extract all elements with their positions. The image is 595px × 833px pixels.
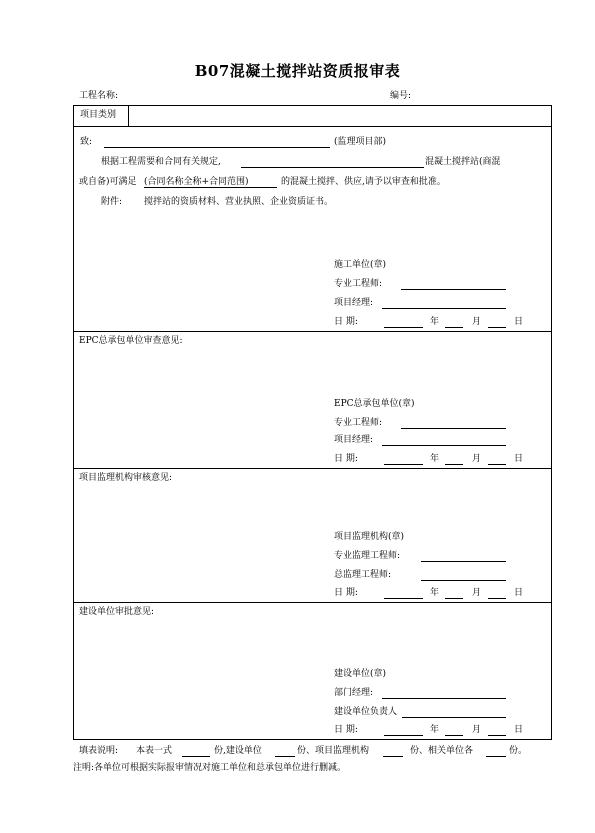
department-manager-field[interactable] <box>382 698 506 699</box>
engineer-label: 专业工程师: <box>334 279 383 289</box>
supervision-part: 份、项目监理机构 <box>297 746 370 756</box>
manager-label: 项目经理: <box>334 298 374 308</box>
engineer-field[interactable] <box>401 289 506 290</box>
attachment-label: 附件: <box>101 197 123 207</box>
intro-line1-prefix: 根据工程需要和合同有关规定, <box>101 157 221 167</box>
row-divider <box>73 468 552 469</box>
fill-label: 填表说明: <box>79 746 119 756</box>
supervision-date-label: 日 期: <box>334 588 358 598</box>
intro-line2-prefix: 或自备)可满足 <box>79 177 137 187</box>
supervision-heading: 项目监理机构审核意见: <box>79 473 173 483</box>
owner-day-field[interactable] <box>488 735 506 736</box>
supervision-opinion-field[interactable] <box>80 487 540 530</box>
to-label: 致: <box>80 137 93 147</box>
epc-engineer-field[interactable] <box>401 428 506 429</box>
epc-date-label: 日 期: <box>334 454 358 464</box>
epc-year-label: 年 <box>430 454 440 464</box>
day-label: 日 <box>514 317 524 327</box>
total-copies-field[interactable] <box>182 756 210 757</box>
chief-supervisor-label: 总监理工程师: <box>334 570 392 580</box>
supervision-day-label: 日 <box>514 588 524 598</box>
date-day-field[interactable] <box>488 327 506 328</box>
epc-manager-field[interactable] <box>382 445 506 446</box>
epc-opinion-field[interactable] <box>80 350 540 395</box>
owner-month-label: 月 <box>472 725 482 735</box>
project-category-label: 项目类别 <box>80 110 117 120</box>
owner-month-field[interactable] <box>445 735 463 736</box>
date-month-field[interactable] <box>445 327 463 328</box>
footer-note: 注明:各单位可根据实际报审情况对施工单位和总承包单位进行删减。 <box>73 763 347 773</box>
owner-year-field[interactable] <box>384 735 423 736</box>
copies-unit: 份,建设单位 <box>214 746 262 756</box>
owner-leader-label: 建设单位负责人 <box>334 707 398 717</box>
supervision-engineer-label: 专业监理工程师: <box>334 551 401 561</box>
epc-manager-label: 项目经理: <box>334 435 374 445</box>
copies-end: 份。 <box>509 746 528 756</box>
category-divider <box>128 105 129 126</box>
row-divider <box>73 126 552 127</box>
supervision-engineer-field[interactable] <box>421 561 506 562</box>
owner-heading: 建设单位审批意见: <box>79 607 155 617</box>
supervision-month-label: 月 <box>472 588 482 598</box>
related-copies-field[interactable] <box>486 756 506 757</box>
epc-month-label: 月 <box>472 454 482 464</box>
contract-name-field[interactable]: (合同名称全称+合同范围) <box>144 177 249 187</box>
owner-date-label: 日 期: <box>334 725 358 735</box>
page-title: B07混凝土搅拌站资质报审表 <box>194 62 401 80</box>
department-manager-label: 部门经理: <box>334 688 374 698</box>
supervision-year-label: 年 <box>430 588 440 598</box>
chief-supervisor-field[interactable] <box>421 580 506 581</box>
mixing-station-field[interactable] <box>241 167 424 168</box>
epc-engineer-label: 专业工程师: <box>334 418 383 428</box>
intro-line1-suffix: 混凝土搅拌站(商混 <box>425 157 501 167</box>
owner-copies-field[interactable] <box>275 756 295 757</box>
owner-year-label: 年 <box>430 725 440 735</box>
epc-day-label: 日 <box>514 454 524 464</box>
number-label: 编号: <box>390 91 412 101</box>
supervisor-suffix: (监理项目部) <box>334 137 387 147</box>
date-year-field[interactable] <box>384 327 423 328</box>
epc-day-field[interactable] <box>488 464 506 465</box>
epc-unit-label: EPC总承包单位(章) <box>334 399 415 409</box>
supervision-month-field[interactable] <box>445 598 463 599</box>
year-label: 年 <box>430 317 440 327</box>
row-divider <box>73 602 552 603</box>
row-divider <box>73 331 552 332</box>
copies-prefix: 本表一式 <box>136 746 173 756</box>
project-category-field[interactable] <box>130 106 550 125</box>
related-part: 份、相关单位各 <box>410 746 474 756</box>
supervisor-name-field[interactable] <box>104 147 330 148</box>
epc-heading: EPC总承包单位审查意见: <box>79 336 183 346</box>
supervision-unit-label: 项目监理机构(章) <box>334 532 405 542</box>
epc-month-field[interactable] <box>445 464 463 465</box>
manager-field[interactable] <box>382 308 506 309</box>
epc-year-field[interactable] <box>384 464 423 465</box>
construction-unit-label: 施工单位(章) <box>334 260 387 270</box>
owner-leader-field[interactable] <box>402 717 506 718</box>
owner-opinion-field[interactable] <box>80 621 540 665</box>
intro-line2-suffix: 的混凝土搅拌、供应,请予以审查和批准。 <box>281 177 446 187</box>
owner-unit-label: 建设单位(章) <box>334 669 387 679</box>
contract-name-underline <box>144 187 277 188</box>
attachment-text: 搅拌站的资质材料、营业执照、企业资质证书。 <box>144 197 334 207</box>
date-label: 日 期: <box>334 317 358 327</box>
project-name-label: 工程名称: <box>79 91 119 101</box>
supervision-copies-field[interactable] <box>383 756 403 757</box>
supervision-year-field[interactable] <box>384 598 423 599</box>
month-label: 月 <box>472 317 482 327</box>
supervision-day-field[interactable] <box>488 598 506 599</box>
owner-day-label: 日 <box>514 725 524 735</box>
